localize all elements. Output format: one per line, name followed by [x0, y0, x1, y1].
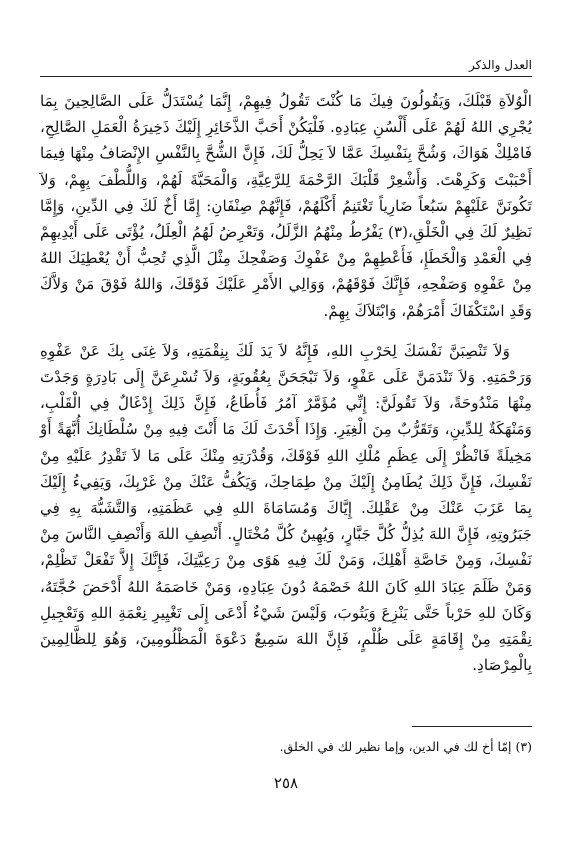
main-text-block — [40, 88, 532, 678]
running-header-title: العدل والذكر — [468, 58, 532, 72]
footnote-divider — [412, 726, 532, 727]
header-divider — [40, 76, 532, 77]
paragraph-2: وَلاَ تَنْصِبَنَّ نَفْسَكَ لِحَرْبِ اللهِ، فَإِنَّهُ لاَ يَدَ لَكَ بِنِقْمَتِهِ، وَلاَ غِنَى بِكَ عَنْ عَفْوِهِ وَرَحْمَتِهِ. وَلاَ تَنْدَمَنَّ عَلَى عَفْوٍ، وَلاَ تَبْجَحَنَّ بِعُقُوبَةٍ، وَلاَ تُسْرِعَنَّ إِلَى بَادِرَةٍ وَجَدْتَ مِنْهَا مَنْدُوحَةً، وَلاَ تَقُولَنَّ: إِنِّي مُؤَمَّرٌ آمُرُ فَأُطَاعُ، فَإِنَّ ذَلِكَ إِدْغَالٌ فِي الْقَلْبِ، وَمَنْهَكَةٌ لِلدِّينِ، وَتَقَرُّبٌ مِنَ الْغِيَرِ. وَإِذَا أَحْدَثَ لَكَ مَا أَنْتَ فِيهِ مِنْ سُلْطَانِكَ أُبَّهَةً أَوْ مَخِيلَةً فَانْظُرْ إِلَى عِظَمِ مُلْكِ اللهِ فَوْقَكَ، وَقُدْرَتِهِ مِنْكَ عَلَى مَا لاَ تَقْدِرُ عَلَيْهِ مِنْ نَفْسِكَ، فَإِنَّ ذَلِكَ يُطَامِنُ إِلَيْكَ مِنْ طِمَاحِكَ، وَيَكُفُّ عَنْكَ مِنْ غَرْبِكَ، وَيَفِيءُ إِلَيْكَ بِمَا عَزَبَ عَنْكَ مِنْ عَقْلِكَ. إِيَّاكَ وَمُسَامَاةَ اللهِ فِي عَظَمَتِهِ، وَالتَّشَبُّهَ بِهِ فِي جَبَرُوتِهِ، فَإِنَّ اللهَ يُذِلُّ كُلَّ جَبَّارٍ، وَيُهِينُ كُلَّ مُخْتَالٍ. أَنْصِفِ اللهَ وَأَنْصِفِ النَّاسَ مِنْ نَفْسِكَ، وَمِنْ خَاصَّةِ أَهْلِكَ، وَمَنْ لَكَ فِيهِ هَوًى مِنْ رَعِيَّتِكَ، فَإِنَّكَ إِلاَّ تَفْعَلْ تَظْلِمْ، وَمَنْ ظَلَمَ عِبَادَ اللهِ كَانَ اللهُ خَصْمَهُ دُونَ عِبَادِهِ، وَمَنْ خَاصَمَهُ اللهُ أَدْحَضَ حُجَّتَهُ، وَكَانَ للهِ حَرْباً حَتَّى يَنْزِعَ وَيَتُوبَ، وَلَيْسَ شَيْءٌ أَدْعَى إِلَى تَغْيِيرِ نِعْمَةِ اللهِ وَتَعْجِيلِ نِقْمَتِهِ مِنْ إِقَامَةٍ عَلَى ظُلْمٍ، فَإِنَّ اللهَ سَمِيعٌ دَعْوَةَ الْمَظْلُومِينَ، وَهُوَ لِلظَّالِمِينَ بِالْمِرْصَادِ. — [40, 341, 532, 675]
footnote — [40, 739, 532, 755]
footnote-marker: (٣) — [515, 739, 532, 754]
paragraph-1: الْوُلاَةِ قَبْلَكَ، وَيَقُولُونَ فِيكَ مَا كُنْتَ تَقُولُ فِيهِمْ، إِنَّمَا يُسْتَدَلُّ عَلَى الصَّالِحِينَ بِمَا يُجْرِي اللهُ لَهُمْ عَلَى أَلْسُنِ عِبَادِهِ. فَلْيَكُنْ أَحَبَّ الذَّخَائِرِ إِلَيْكَ ذَخِيرَةُ الْعَمَلِ الصَّالِحِ، فَامْلِكْ هَوَاكَ، وَشُحَّ بِنَفْسِكَ عَمَّا لاَ يَحِلُّ لَكَ، فَإِنَّ الشُّحَّ بِالنَّفْسِ الإِنْصَافُ مِنْهَا فِيمَا أَحْبَبْتَ وَكَرِهْتَ. وَأَشْعِرْ قَلْبَكَ الرَّحْمَةَ لِلرَّعِيَّةِ، وَالْمَحَبَّةَ لَهُمْ، وَاللُّطْفَ بِهِمْ، وَلاَ تَكُونَنَّ عَلَيْهِمْ سَبُعاً ضَارِياً تَغْتَنِمُ أَكْلَهُمْ، فَإِنَّهُمْ صِنْفَانِ: إِمَّا أَخٌ لَكَ فِي الدِّينِ، وَإِمَّا نَظِيرٌ لَكَ فِي الْخَلْقِ،(٣) يَفْرُطُ مِنْهُمُ الزَّلَلُ، وَتَعْرِضُ لَهُمُ الْعِلَلُ، يُؤْتَى عَلَى أَيْدِيهِمْ فِي الْعَمْدِ وَالْخَطَإِ، فَأَعْطِهِمْ مِنْ عَفْوِكَ وَصَفْحِكَ مِثْلَ الَّذِي تُحِبُّ أَنْ يُعْطِيَكَ اللهُ مِنْ عَفْوِهِ وَصَفْحِهِ، فَإِنَّكَ فَوْقَهُمْ، وَوَالِي الأَمْرِ عَلَيْكَ فَوْقَكَ، وَاللهُ فَوْقَ مَنْ وَلاَّكَ وَقَدِ اسْتَكْفَاكَ أَمْرَهُمْ، وَابْتَلاَكَ بِهِمْ. — [40, 92, 532, 320]
footnote-text: إمّا أخ لك في الدين، وإما نظير لك في الخلق. — [279, 739, 512, 754]
page-number: ٢٥٨ — [273, 774, 299, 792]
